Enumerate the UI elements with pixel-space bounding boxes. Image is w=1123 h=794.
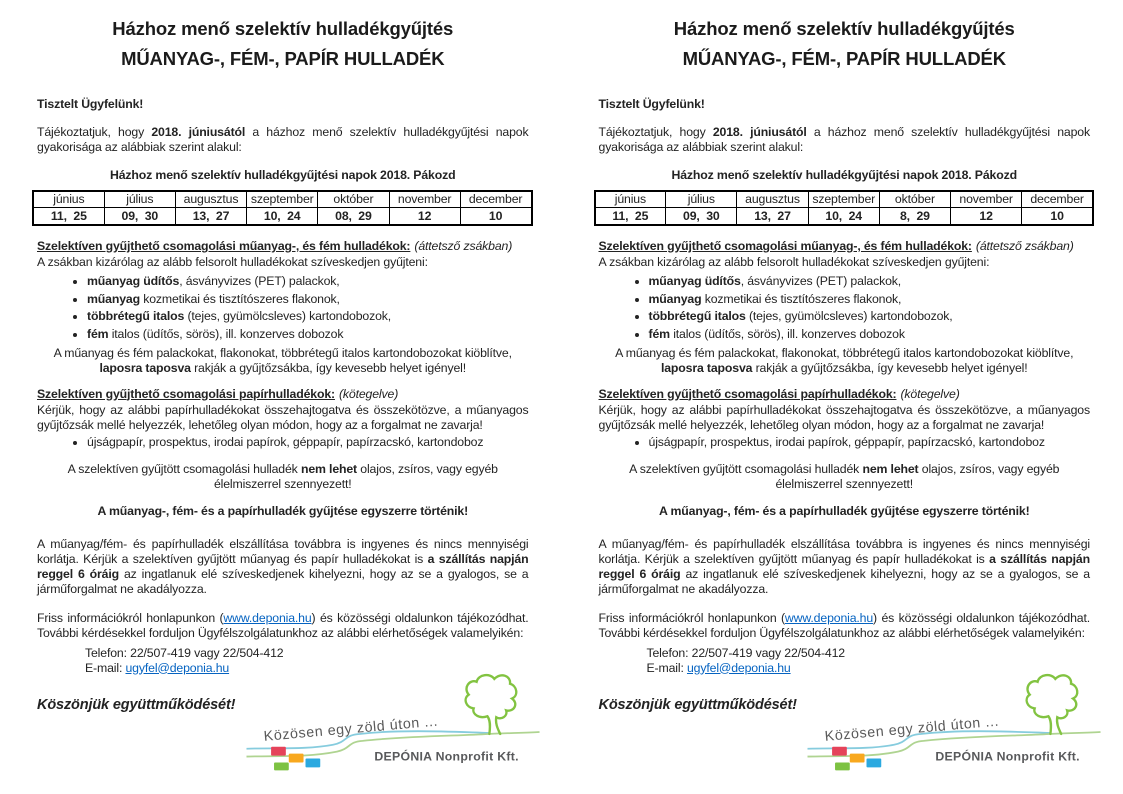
clean-note-line-2: élelmiszerrel szennyezett!: [213, 476, 352, 491]
bullet-rest: kozmetikai és tisztítószeres flakonok,: [139, 291, 340, 306]
yellow-square-icon: [288, 754, 303, 763]
info-pre: Friss információkról honlapunkon (: [598, 610, 785, 625]
intro-date-bold: 2018. júniusától: [151, 125, 246, 139]
plastic-heading-note: (áttetsző zsákban): [975, 239, 1074, 253]
dates-cell: 09, 30: [666, 208, 737, 226]
dates-cell: 8, 29: [879, 208, 950, 226]
free-service-paragraph: [37, 537, 529, 597]
free-post: az ingatlanuk elé szíveskedjenek kihelyezni, hogy az se a gyalogos, se a járműforgalmat ne akadályozza.: [37, 566, 529, 596]
clean-post: olajos, zsíros, vagy egyéb: [918, 461, 1060, 476]
logo-slogan: Közösen egy zöld úton ...: [262, 713, 439, 745]
flatten-note: [37, 346, 529, 376]
website-link[interactable]: www.deponia.hu: [784, 610, 874, 625]
collected-together-note: A műanyag-, fém- és a papírhulladék gyűjtése egyszerre történik!: [97, 503, 469, 518]
plastic-bullet-item: [87, 309, 529, 324]
bullet-bold: fém: [648, 326, 670, 341]
clean-bold: nem lehet: [300, 461, 358, 476]
not-contaminated-note: [599, 462, 1091, 492]
table-month-row: [33, 191, 532, 208]
free-post: az ingatlanuk elé szíveskedjenek kihelyezni, hogy az se a gyalogos, se a járműforgalmat ne akadályozza.: [598, 566, 1090, 596]
bullet-rest: , ásványvizes (PET) palackok,: [179, 274, 340, 288]
title-line-2: MŰANYAG-, FÉM-, PAPÍR HULLADÉK: [121, 48, 445, 69]
plastic-bullet-item: [87, 292, 529, 307]
paper-bullet-list: [37, 435, 529, 450]
logo-company: DEPÓNIA Nonprofit Kft.: [935, 749, 1080, 764]
deponia-logo-graphic: [805, 672, 1105, 790]
dates-cell: 11, 25: [33, 208, 104, 226]
bullet-bold: többrétegű italos: [648, 309, 746, 323]
email-link[interactable]: ugyfel@deponia.hu: [125, 660, 230, 675]
dates-cell: 13, 27: [737, 208, 808, 226]
flyer-page-2: [562, 0, 1123, 794]
red-square-icon: [832, 747, 847, 756]
info-paragraph: [599, 611, 1091, 641]
month-cell: október: [879, 191, 950, 208]
month-cell: július: [666, 191, 737, 208]
blue-square-icon: [867, 759, 882, 768]
paper-heading-text: Szelektíven gyűjthető csomagolási papírhulladékok:: [37, 386, 335, 401]
intro-date-bold: 2018. júniusától: [712, 125, 807, 139]
paper-bullet-list: [599, 435, 1091, 450]
plastic-bullet-item: [649, 327, 1091, 342]
email-link[interactable]: ugyfel@deponia.hu: [686, 660, 791, 675]
clean-note-line-1: [37, 462, 529, 477]
clean-pre: A szelektíven gyűjtött csomagolási hulladék: [67, 461, 301, 476]
website-link[interactable]: www.deponia.hu: [223, 610, 312, 625]
table-caption: Házhoz menő szelektív hulladékgyűjtési napok 2018. Pákozd: [110, 168, 456, 182]
logo-company: DEPÓNIA Nonprofit Kft.: [373, 749, 519, 764]
thanks-note: Köszönjük együttműködését!: [37, 696, 236, 713]
plastic-heading-text: Szelektíven gyűjthető csomagolási műanyag-, és fém hulladékok:: [598, 239, 972, 253]
plastic-lead: A zsákban kizárólag az alább felsorolt hulladékokat szíveskedjen gyűjteni:: [598, 255, 990, 269]
yellow-square-icon: [850, 754, 865, 763]
clean-note-line-2: élelmiszerrel szennyezett!: [775, 476, 914, 491]
collected-together-note: A műanyag-, fém- és a papírhulladék gyűjtése egyszerre történik!: [658, 503, 1030, 518]
green-square-icon: [274, 762, 289, 770]
dates-cell: 10: [1022, 208, 1093, 226]
tree-icon: [465, 675, 516, 734]
plastic-heading-text: Szelektíven gyűjthető csomagolási műanyag-, és fém hulladékok:: [37, 239, 411, 253]
title-line-2: MŰANYAG-, FÉM-, PAPÍR HULLADÉK: [682, 48, 1006, 69]
flatten-rest: rakják a gyűjtőzsákba, így kevesebb helyet igényel!: [752, 360, 1028, 375]
dates-cell: 10: [460, 208, 531, 226]
plastic-bullet-list: [599, 274, 1091, 342]
page-title: [599, 14, 1091, 74]
bullet-rest: kozmetikai és tisztítószeres flakonok,: [701, 291, 902, 306]
dates-cell: 09, 30: [104, 208, 175, 226]
not-contaminated-note: [37, 462, 529, 492]
month-cell: december: [460, 191, 531, 208]
green-square-icon: [835, 762, 850, 770]
bullet-bold: többrétegű italos: [87, 309, 185, 323]
paper-lead: Kérjük, hogy az alábbi papírhulladékokat összehajtogatva és összekötözve, a műanyagos gyűjtőzsák mellé helyezzék, lehetőleg olyan módon, hogy az a forgalmat ne zavarja!: [598, 402, 1090, 432]
email-label: E-mail:: [646, 660, 687, 675]
flatten-note-line-2: [37, 361, 529, 376]
flatten-rest: rakják a gyűjtőzsákba, így kevesebb helyet igényel!: [190, 360, 467, 375]
clean-pre: A szelektíven gyűjtött csomagolási hulladék: [629, 461, 863, 476]
logo-slogan: Közösen egy zöld úton ...: [824, 713, 1000, 745]
phone-line: Telefon: 22/507-419 vagy 22/504-412: [85, 645, 284, 660]
paper-section-heading: [599, 387, 1091, 402]
flatten-bold: laposra taposva: [660, 360, 753, 375]
month-cell: június: [33, 191, 104, 208]
bullet-rest: italos (üdítős, sörös), ill. konzerves dobozok: [669, 326, 905, 341]
bullet-bold: műanyag üdítős: [648, 274, 741, 288]
free-bold: a szállítás napján reggel 6 óráig: [37, 551, 529, 581]
dates-cell: 12: [951, 208, 1022, 226]
deponia-logo: [805, 672, 1105, 790]
month-cell: szeptember: [808, 191, 879, 208]
collection-schedule-table: [594, 190, 1095, 226]
info-post: ) és közösségi oldalunkon tájékozódhat. További kérdésekkel forduljon Ügyfélszolgálatunkhoz az alábbi elérhetőségek valamelyikén:: [37, 610, 529, 640]
deponia-logo-graphic: [244, 672, 544, 790]
dates-cell: 12: [389, 208, 460, 226]
plastic-bullet-list: [37, 274, 529, 342]
month-cell: október: [318, 191, 389, 208]
greeting: Tisztelt Ügyfelünk!: [598, 97, 705, 111]
intro-paragraph: [599, 125, 1091, 155]
greeting: Tisztelt Ügyfelünk!: [37, 97, 144, 111]
plastic-bullet-item: [649, 309, 1091, 324]
bullet-rest: (tejes, gyümölcsleves) kartondobozok,: [745, 309, 953, 323]
intro-paragraph: [37, 125, 529, 155]
month-cell: augusztus: [737, 191, 808, 208]
paper-heading-note: (kötegelve): [900, 386, 960, 401]
deponia-logo: [244, 672, 544, 790]
flatten-note: [599, 346, 1091, 376]
flatten-note-line-1: A műanyag és fém palackokat, flakonokat, többrétegű italos kartondobozokat kiöblítve,: [53, 345, 512, 360]
title-line-1: Házhoz menő szelektív hulladékgyűjtés: [673, 18, 1015, 39]
tree-icon: [1027, 675, 1078, 734]
paper-bullet-item: • újságpapír, prospektus, irodai papírok, géppapír, papírzacskó, kartondoboz: [87, 435, 529, 450]
collection-schedule-table: [32, 190, 533, 226]
intro-text-pre: Tájékoztatjuk, hogy: [37, 125, 152, 139]
phone-line: Telefon: 22/507-419 vagy 22/504-412: [646, 645, 845, 660]
paper-bullet-item: • újságpapír, prospektus, irodai papírok, géppapír, papírzacskó, kartondoboz: [649, 435, 1091, 450]
dates-cell: 11, 25: [595, 208, 666, 226]
plastic-bullet-item: [649, 274, 1091, 289]
month-cell: szeptember: [247, 191, 318, 208]
bullet-bold: műanyag: [648, 291, 702, 306]
month-cell: november: [389, 191, 460, 208]
plastic-section-heading: [599, 239, 1091, 254]
plastic-bullet-item: [87, 274, 529, 289]
thanks-note: Köszönjük együttműködését!: [598, 696, 797, 713]
free-pre: A műanyag/fém- és papírhulladék elszállítása továbbra is ingyenes és nincs mennyiségi korlátja. Kérjük a szelektíven gyűjtött műanyag és papír hulladékokat is: [37, 536, 529, 566]
flatten-note-line-1: A műanyag és fém palackokat, flakonokat, többrétegű italos kartondobozokat kiöblítve,: [615, 345, 1074, 360]
dates-cell: 13, 27: [175, 208, 246, 226]
info-paragraph: [37, 611, 529, 641]
paper-heading-note: (kötegelve): [338, 386, 399, 401]
plastic-section-heading: [37, 239, 529, 254]
clean-post: olajos, zsíros, vagy egyéb: [357, 461, 498, 476]
bullet-rest: , ásványvizes (PET) palackok,: [740, 274, 902, 288]
title-line-1: Házhoz menő szelektív hulladékgyűjtés: [112, 18, 454, 39]
clean-bold: nem lehet: [862, 461, 919, 476]
paper-heading-text: Szelektíven gyűjthető csomagolási papírhulladékok:: [598, 386, 897, 401]
email-label: E-mail:: [85, 660, 126, 675]
month-cell: július: [104, 191, 175, 208]
table-caption: Házhoz menő szelektív hulladékgyűjtési napok 2018. Pákozd: [671, 168, 1017, 182]
bullet-bold: műanyag: [87, 291, 140, 306]
dates-cell: 10, 24: [808, 208, 879, 226]
dates-cell: 08, 29: [318, 208, 389, 226]
month-cell: november: [951, 191, 1022, 208]
bullet-bold: műanyag üdítős: [87, 274, 180, 288]
clean-note-line-1: [599, 462, 1091, 477]
info-post: ) és közösségi oldalunkon tájékozódhat. További kérdésekkel forduljon Ügyfélszolgálatunkhoz az alábbi elérhetőségek valamelyikén:: [598, 610, 1090, 640]
blue-square-icon: [305, 759, 320, 768]
paper-lead: Kérjük, hogy az alábbi papírhulladékokat összehajtogatva és összekötözve, a műanyagos gyűjtőzsák mellé helyezzék, lehetőleg olyan módon, hogy az a forgalmat ne zavarja!: [37, 402, 529, 432]
red-square-icon: [271, 747, 286, 756]
intro-text-pre: Tájékoztatjuk, hogy: [598, 125, 713, 139]
plastic-bullet-item: [87, 327, 529, 342]
table-dates-row: [595, 208, 1094, 226]
intro-text-post: a házhoz menő szelektív hulladékgyűjtési napok gyakorisága az alábbiak szerint alakul:: [598, 125, 1090, 154]
intro-text-post: a házhoz menő szelektív hulladékgyűjtési napok gyakorisága az alábbiak szerint alakul:: [37, 125, 529, 154]
free-pre: A műanyag/fém- és papírhulladék elszállítása továbbra is ingyenes és nincs mennyiségi korlátja. Kérjük a szelektíven gyűjtött műanyag és papír hulladékokat is: [598, 536, 1090, 566]
plastic-bullet-item: [649, 292, 1091, 307]
flatten-bold: laposra taposva: [99, 360, 191, 375]
bullet-bold: fém: [87, 326, 109, 341]
bullet-rest: (tejes, gyümölcsleves) kartondobozok,: [184, 309, 392, 323]
free-bold: a szállítás napján reggel 6 óráig: [598, 551, 1090, 581]
month-cell: június: [595, 191, 666, 208]
month-cell: augusztus: [175, 191, 246, 208]
bullet-rest: italos (üdítős, sörös), ill. konzerves dobozok: [108, 326, 344, 341]
table-dates-row: [33, 208, 532, 226]
flatten-note-line-2: [599, 361, 1091, 376]
plastic-lead: A zsákban kizárólag az alább felsorolt hulladékokat szíveskedjen gyűjteni:: [37, 255, 428, 269]
free-service-paragraph: [599, 537, 1091, 597]
paper-section-heading: [37, 387, 529, 402]
table-month-row: [595, 191, 1094, 208]
page-title: [37, 14, 529, 74]
month-cell: december: [1022, 191, 1093, 208]
plastic-heading-note: (áttetsző zsákban): [414, 239, 513, 253]
info-pre: Friss információkról honlapunkon (: [37, 610, 224, 625]
dates-cell: 10, 24: [247, 208, 318, 226]
